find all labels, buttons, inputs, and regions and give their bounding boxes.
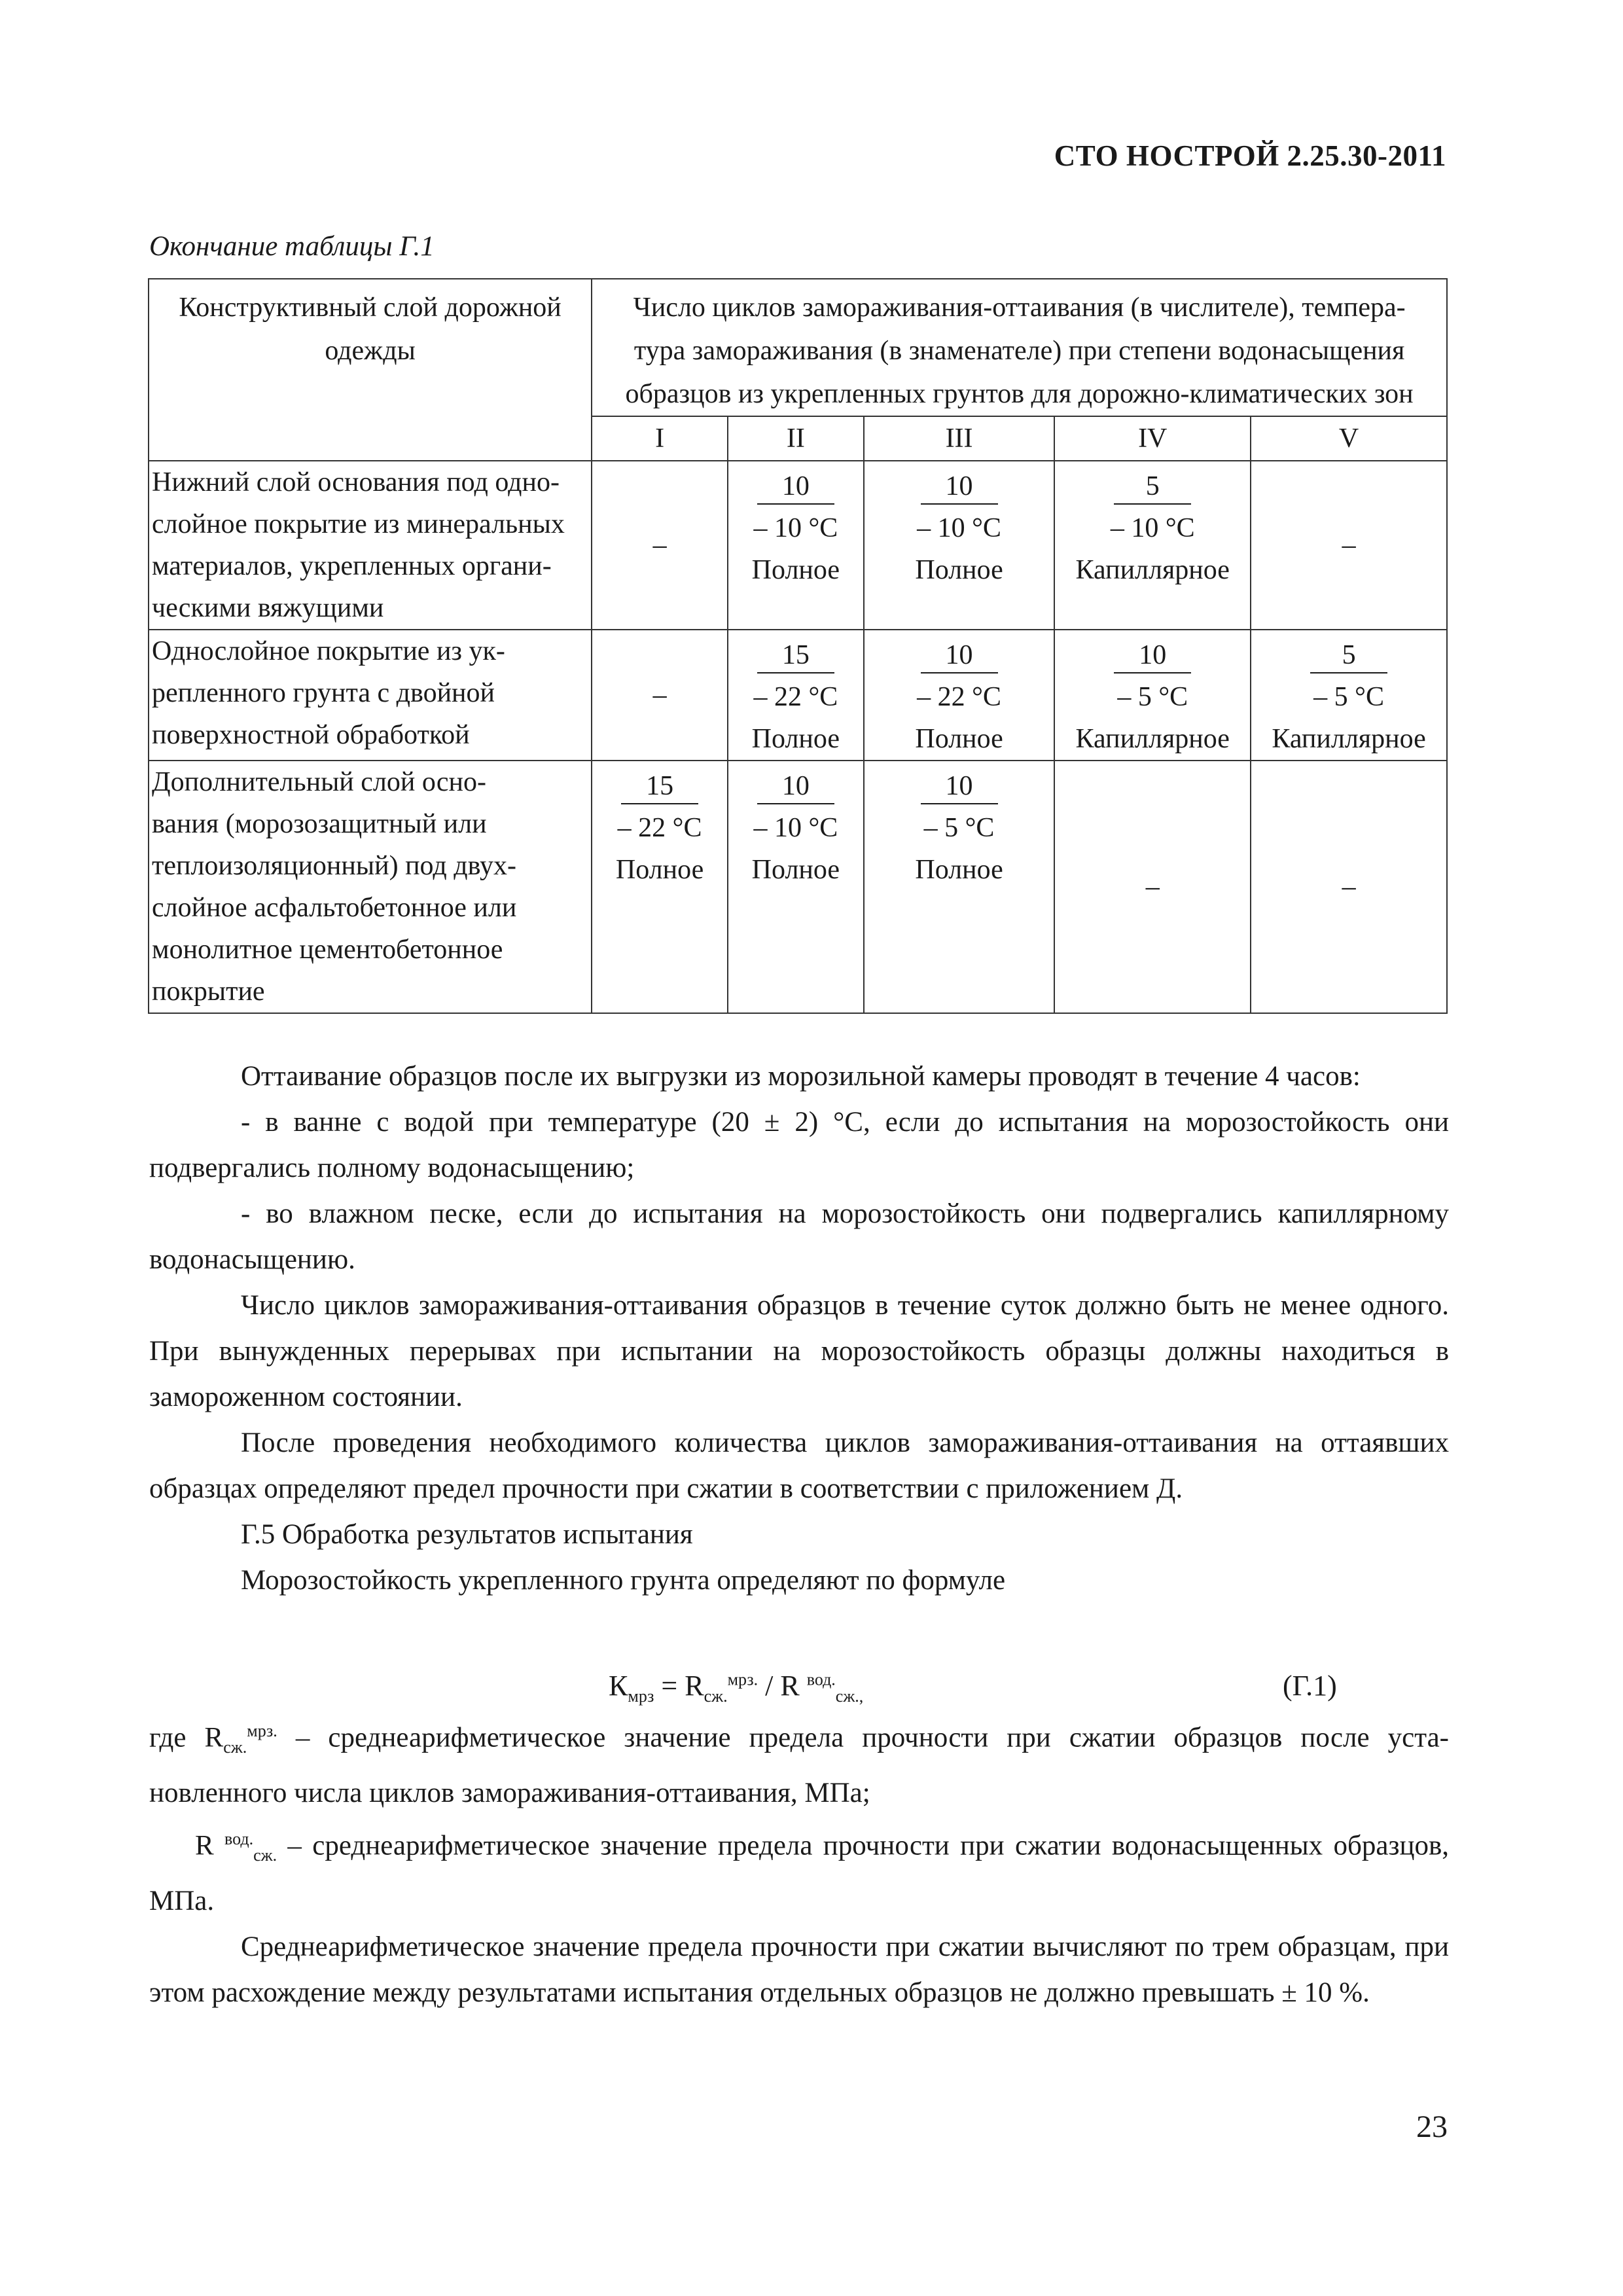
cycles-value: 10 — [1114, 638, 1191, 673]
zone-header-2: II — [728, 416, 864, 461]
temperature-value: – 22 °С — [617, 813, 702, 843]
table-row — [149, 461, 1447, 630]
table-cell: – — [1054, 761, 1251, 1013]
saturation-value: Полное — [615, 855, 704, 885]
cycles-value: 15 — [757, 638, 834, 673]
table-cell — [1251, 630, 1447, 761]
document-header: СТО НОСТРОЙ 2.25.30-2011 — [1054, 139, 1446, 172]
row-label: Дополнительный слой осно- вания (морозозащитный или теплоизоляционный) под двух- слойное асфальтобетонное или монолитное цементобетонное покрытие — [149, 761, 592, 1013]
temperature-value: – 5 °С — [1117, 682, 1188, 712]
zone-header-1: I — [592, 416, 728, 461]
table-cell — [1054, 461, 1251, 630]
saturation-value: Полное — [915, 855, 1003, 885]
row-label: Нижний слой основания под одно- слойное покрытие из минеральных материалов, укрепленных органи- ческими вяжущими — [149, 461, 592, 630]
paragraph: Число циклов замораживания-оттаивания образцов в течение суток должно быть не менее одного. При вынужденных перерывах при испытании на морозостойкость образцы должны находиться в замороженном состоянии. — [149, 1290, 1449, 1412]
temperature-value: – 5 °С — [1313, 682, 1384, 712]
table-header-layer: Конструктивный слой дорожной одежды — [149, 279, 592, 461]
saturation-value: Капиллярное — [1272, 724, 1426, 754]
paragraph: - во влажном песке, если до испытания на морозостойкость они подвергались капиллярному водонасыщению. — [149, 1198, 1449, 1275]
definition-2: R $^{вод.}_{сж.}$ – среднеарифметическое значение предела прочности при сжатии водонасыщенных образцов, МПа. — [149, 1829, 1450, 1916]
table-cell — [728, 761, 864, 1013]
table-cell: – — [1251, 461, 1447, 630]
saturation-value: Капиллярное — [1075, 724, 1230, 754]
paragraph: После проведения необходимого количества циклов замораживания-оттаивания на оттаявших образцах определяют предел прочности при сжатии в соответствии с приложением Д. — [149, 1427, 1449, 1504]
table-row — [149, 630, 1447, 761]
cycles-value: 15 — [621, 769, 698, 804]
body-text — [149, 1054, 1449, 1604]
zone-header-4: IV — [1054, 416, 1251, 461]
paragraph: Морозостойкость укрепленного грунта определяют по формуле — [241, 1565, 1006, 1596]
temperature-value: – 5 °С — [923, 813, 995, 843]
table-caption: Окончание таблицы Г.1 — [149, 231, 435, 262]
temperature-value: – 10 °С — [753, 813, 838, 843]
formula-number: (Г.1) — [1283, 1670, 1337, 1702]
saturation-value: Полное — [751, 855, 840, 885]
temperature-value: – 10 °С — [917, 513, 1001, 543]
cycles-value: 5 — [1310, 638, 1387, 673]
table-row — [149, 761, 1447, 1013]
paragraph: - в ванне с водой при температуре (20 ± 2) °С, если до испытания на морозостойкость они подвергались полному водонасыщению; — [149, 1107, 1449, 1183]
definition-1: где $R_{сж.}^{мрз.}$ – среднеарифметическое значение предела прочности при сжатии образцов после установленного числа циклов замораживания-оттаивания, МПа; — [149, 1721, 1449, 1808]
paragraph: Среднеарифметическое значение предела прочности при сжатии вычисляют по трем образцам, при этом расхождение между результатами испытания отдельных образцов не должно превышать ± 10 %. — [149, 1931, 1449, 2008]
zone-header-5: V — [1251, 416, 1447, 461]
cycles-value: 10 — [921, 469, 998, 505]
table-cell — [864, 630, 1055, 761]
table-header-cycles: Число циклов замораживания-оттаивания (в числителе), темпера- тура замораживания (в знаменателе) при степени водонасыщения образцов из укрепленных грунтов для дорожно-климатических зон — [592, 279, 1447, 416]
cycles-value: 5 — [1114, 469, 1191, 505]
saturation-value: Полное — [751, 724, 840, 754]
definitions — [149, 1708, 1449, 2016]
formula: $К_{мрз} = R_{сж.}^{мрз.} / R$ $^{вод.}_{сж.,}$ — [609, 1670, 864, 1706]
table-cell — [864, 461, 1055, 630]
saturation-value: Полное — [751, 555, 840, 585]
temperature-value: – 10 °С — [1110, 513, 1195, 543]
paragraph: Оттаивание образцов после их выгрузки из морозильной камеры проводят в течение 4 часов: — [241, 1061, 1361, 1092]
table-cell: – — [592, 630, 728, 761]
saturation-value: Полное — [915, 555, 1003, 585]
table-cell — [864, 761, 1055, 1013]
cycles-value: 10 — [757, 469, 834, 505]
section-heading: Г.5 Обработка результатов испытания — [241, 1519, 693, 1550]
cycles-value: 10 — [757, 769, 834, 804]
zone-header-3: III — [864, 416, 1055, 461]
temperature-value: – 22 °С — [753, 682, 838, 712]
row-label: Однослойное покрытие из ук- репленного грунта с двойной поверхностной обработкой — [149, 630, 592, 761]
table-cell — [728, 461, 864, 630]
cycles-value: 10 — [921, 769, 998, 804]
table-cell — [728, 630, 864, 761]
saturation-value: Капиллярное — [1075, 555, 1230, 585]
saturation-value: Полное — [915, 724, 1003, 754]
table-cell — [1054, 630, 1251, 761]
temperature-value: – 22 °С — [917, 682, 1001, 712]
table-cell — [592, 761, 728, 1013]
table-cell: – — [592, 461, 728, 630]
temperature-value: – 10 °С — [753, 513, 838, 543]
frost-resistance-table — [148, 278, 1448, 1014]
page-number: 23 — [1416, 2109, 1448, 2144]
table-cell: – — [1251, 761, 1447, 1013]
cycles-value: 10 — [921, 638, 998, 673]
